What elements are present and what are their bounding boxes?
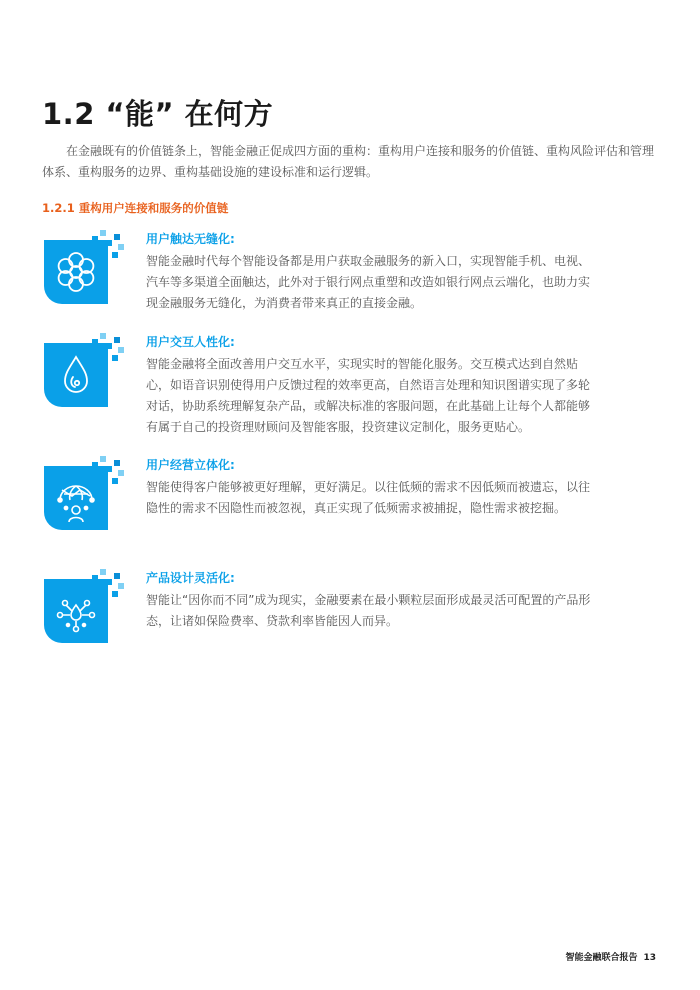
feature-description: 智能让“因你而不同”成为现实，金融要素在最小颗粒层面形成最灵活可配置的产品形态，让诸如保险费率、贷款利率皆能因人而异。: [146, 593, 591, 628]
water-drop-icon: [44, 343, 108, 407]
subsection-heading: 1.2.1 重构用户连接和服务的价值链: [42, 201, 229, 215]
report-name: 智能金融联合报告: [565, 953, 638, 963]
feature-item: [42, 230, 662, 326]
feature-item: [42, 333, 662, 434]
feature-title: 产品设计灵活化:: [146, 571, 235, 585]
feature-title: 用户经营立体化:: [146, 458, 235, 472]
feature-description: 智能使得客户能够被更好理解，更好满足。以往低频的需求不因低频而被遗忘，以往隐性的需求不因隐性而被忽视，真正实现了低频需求被捕捉，隐性需求被挖掘。: [146, 480, 591, 515]
feature-title: 用户触达无缝化:: [146, 232, 235, 246]
molecule-drop-icon: [44, 579, 108, 643]
feature-description: 智能金融将全面改善用户交互水平，实现实时的智能化服务。交互模式达到自然贴心，如语音识别使得用户反馈过程的效率更高，自然语言处理和知识图谱实现了多轮对话，协助系统理解复杂产品，或解决标准的客服问题，在此基础上让每个人都能够有属于自己的投资理财顾问及智能客服，投资建议定制化，服务更贴心。: [146, 357, 591, 434]
globe-network-icon: [44, 466, 108, 530]
feature-icon-block: [42, 333, 122, 413]
feature-title: 用户交互人性化:: [146, 335, 235, 349]
feature-icon-block: [42, 456, 122, 536]
page-title: 1.2 “能” 在何方: [42, 97, 274, 131]
feature-icon-block: [42, 230, 122, 310]
flower-gear-icon: [44, 240, 108, 304]
feature-item: [42, 569, 662, 665]
feature-description: 智能金融时代每个智能设备都是用户获取金融服务的新入口，实现智能手机、电视、汽车等多渠道全面触达，此外对于银行网点重塑和改造如银行网点云端化，也助力实现金融服务无缝化，为消费者带来真正的直接金融。: [146, 254, 591, 310]
page-number: 13: [643, 953, 656, 963]
intro-paragraph: 在金融既有的价值链条上，智能金融正促成四方面的重构：重构用户连接和服务的价值链、重构风险评估和管理体系、重构服务的边界、重构基础设施的建设标准和运行逻辑。: [42, 144, 655, 179]
page-footer: [565, 950, 656, 963]
feature-item: [42, 456, 662, 552]
feature-icon-block: [42, 569, 122, 649]
